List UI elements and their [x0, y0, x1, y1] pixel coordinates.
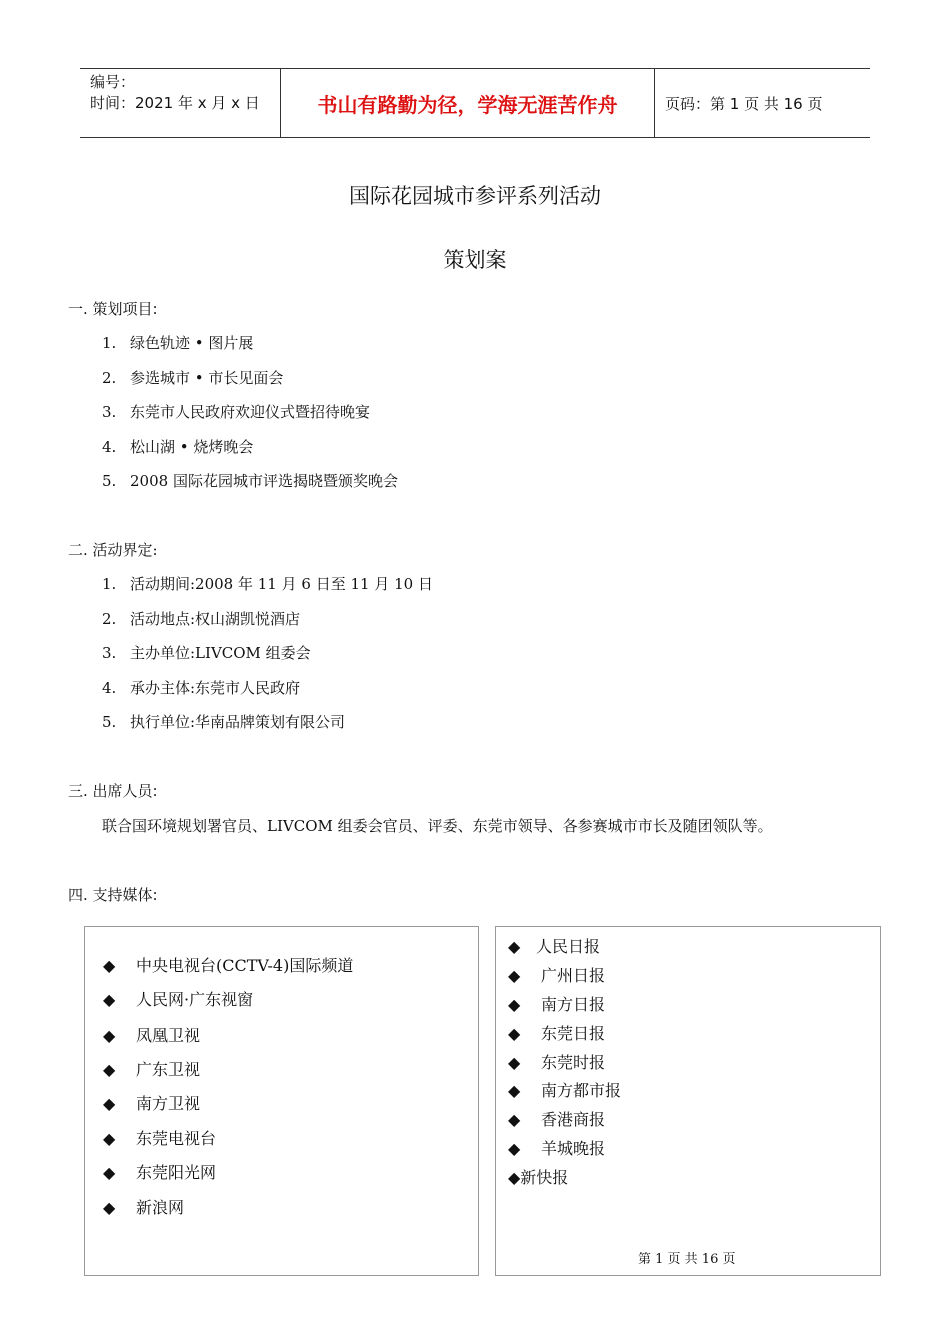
list-item	[102, 436, 253, 457]
media-name: 东莞时报	[541, 1053, 606, 1072]
list-item	[102, 367, 283, 388]
doc-subtitle: 策划案	[443, 248, 507, 272]
doc-title: 国际花园城市参评系列活动	[349, 184, 601, 208]
item-number: 3.	[102, 644, 117, 662]
tv-media-box	[84, 926, 479, 1276]
media-name: 东莞电视台	[136, 1129, 217, 1148]
list-item	[103, 1195, 184, 1218]
page-footer: 第 1 页 共 16 页	[638, 1252, 736, 1267]
diamond-bullet-icon: ◆	[103, 1163, 116, 1182]
attendees-paragraph: 联合国环境规划署官员、LIVCOM 组委会官员、评委、东莞市领导、各参赛城市市长及随团领队等。	[102, 817, 773, 835]
diamond-bullet-icon: ◆	[508, 1110, 521, 1129]
media-name: 人民日报	[536, 937, 601, 956]
list-item	[103, 1023, 200, 1046]
item-text: 松山湖 • 烧烤晚会	[130, 438, 254, 456]
media-name: 人民网·广东视窗	[136, 990, 254, 1009]
item-text: 参选城市 • 市长见面会	[130, 369, 284, 387]
diamond-bullet-icon: ◆	[103, 1094, 116, 1113]
page-header	[80, 68, 870, 138]
print-media-box	[495, 926, 881, 1276]
diamond-bullet-icon: ◆	[508, 995, 521, 1014]
list-item	[102, 332, 253, 353]
media-name: 广东卫视	[136, 1060, 201, 1079]
item-number: 5.	[102, 713, 117, 731]
item-text: 活动地点:权山湖凯悦酒店	[130, 610, 301, 628]
list-item	[508, 934, 600, 957]
item-text: 2008 国际花园城市评选揭晓暨颁奖晚会	[130, 472, 398, 490]
diamond-bullet-icon: ◆	[103, 990, 116, 1009]
item-text: 绿色轨迹 • 图片展	[130, 334, 254, 352]
list-item	[102, 677, 300, 698]
diamond-bullet-icon: ◆	[103, 956, 116, 975]
list-item	[103, 1126, 216, 1149]
diamond-bullet-icon: ◆	[103, 1026, 116, 1045]
section3-heading: 三. 出席人员:	[68, 782, 158, 800]
media-name: 凤凰卫视	[136, 1026, 201, 1045]
diamond-bullet-icon: ◆	[103, 1060, 116, 1079]
media-name: 南方都市报	[541, 1081, 622, 1100]
list-item	[102, 470, 398, 491]
header-page-info: 页码：第 1 页 共 16 页	[665, 94, 823, 113]
list-item	[103, 1091, 200, 1114]
item-number: 5.	[102, 472, 117, 490]
item-number: 1.	[102, 575, 117, 593]
item-number: 4.	[102, 679, 117, 697]
list-item	[508, 1050, 605, 1073]
media-name: 中央电视台(CCTV-4)国际频道	[136, 956, 354, 975]
list-item	[508, 1078, 621, 1101]
section1-heading: 一. 策划项目:	[68, 300, 158, 318]
item-text: 主办单位:LIVCOM 组委会	[130, 644, 311, 662]
item-number: 2.	[102, 369, 117, 387]
item-text: 执行单位:华南品牌策划有限公司	[130, 713, 346, 731]
list-item	[102, 401, 370, 422]
media-name: 南方卫视	[136, 1094, 201, 1113]
item-number: 2.	[102, 610, 117, 628]
time-label: 时间：2021 年 x 月 x 日	[90, 94, 260, 112]
list-item	[508, 1136, 605, 1159]
item-number: 3.	[102, 403, 117, 421]
diamond-bullet-icon: ◆	[508, 1081, 521, 1100]
diamond-bullet-icon: ◆	[103, 1129, 116, 1148]
item-number: 1.	[102, 334, 117, 352]
diamond-bullet-icon: ◆	[508, 1139, 521, 1158]
list-item-last: ◆新快报	[508, 1168, 569, 1187]
list-item	[508, 1021, 605, 1044]
section4-heading: 四. 支持媒体:	[68, 886, 158, 904]
list-item	[508, 1107, 605, 1130]
list-item	[508, 963, 605, 986]
list-item	[102, 608, 300, 629]
media-name: 东莞阳光网	[136, 1163, 217, 1182]
list-item	[103, 987, 253, 1010]
list-item	[102, 711, 345, 732]
item-text: 承办主体:东莞市人民政府	[130, 679, 301, 697]
section2-heading: 二. 活动界定:	[68, 541, 158, 559]
diamond-bullet-icon: ◆	[508, 966, 521, 985]
diamond-bullet-icon: ◆	[508, 937, 521, 956]
code-label: 编号：	[90, 73, 136, 91]
list-item	[103, 1057, 200, 1080]
media-name: 东莞日报	[541, 1024, 606, 1043]
media-name: 香港商报	[541, 1110, 606, 1129]
header-motto: 书山有路勤为径，学海无涯苦作舟	[280, 69, 655, 137]
media-name: 新浪网	[136, 1198, 185, 1217]
media-name: 南方日报	[541, 995, 606, 1014]
item-text: 活动期间:2008 年 11 月 6 日至 11 月 10 日	[130, 575, 433, 593]
list-item	[103, 1160, 216, 1183]
list-item	[102, 642, 311, 663]
list-item	[103, 953, 353, 976]
media-name: 羊城晚报	[541, 1139, 606, 1158]
diamond-bullet-icon: ◆	[508, 1024, 521, 1043]
item-text: 东莞市人民政府欢迎仪式暨招待晚宴	[130, 403, 371, 421]
diamond-bullet-icon: ◆	[508, 1053, 521, 1072]
header-meta	[80, 69, 290, 140]
list-item	[102, 573, 433, 594]
diamond-bullet-icon: ◆	[103, 1198, 116, 1217]
item-number: 4.	[102, 438, 117, 456]
list-item	[508, 992, 605, 1015]
media-name: 广州日报	[541, 966, 606, 985]
